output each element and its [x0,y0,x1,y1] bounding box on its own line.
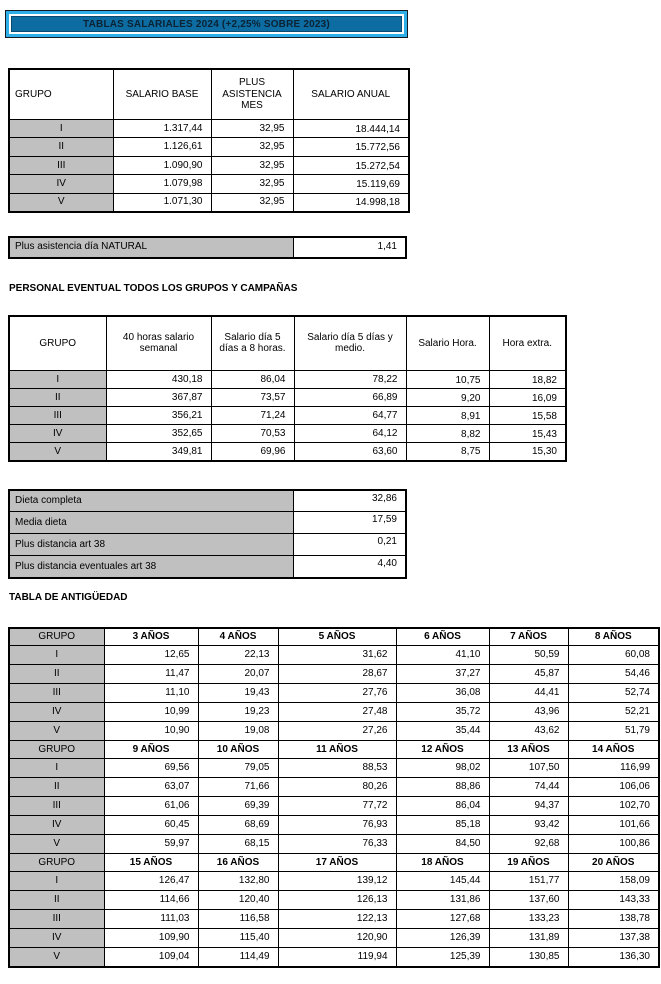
value-cell: 126,47 [104,872,198,891]
table-row [9,490,406,512]
value-cell: 139,12 [278,872,396,891]
row-label-cell: V [9,722,104,741]
value-cell: 66,89 [294,389,406,407]
row-label-cell: IV [9,425,106,443]
row-label-cell: IV [9,929,104,948]
value-cell: 114,49 [198,948,278,967]
value-cell: 68,69 [198,816,278,835]
table-row [9,512,406,534]
value-cell: 54,46 [568,665,659,684]
value-cell: 10,75 [406,371,489,389]
value-cell: 68,15 [198,835,278,854]
value-cell: 100,86 [568,835,659,854]
row-label-cell: Media dieta [9,512,293,534]
table-row [9,156,409,175]
value-cell: 18,82 [489,371,566,389]
value-cell: 19,43 [198,684,278,703]
value-cell: 107,50 [489,759,568,778]
row-label-cell: Plus distancia art 38 [9,534,293,556]
value-cell: 51,79 [568,722,659,741]
table-row [9,797,659,816]
column-header-grupo: GRUPO [9,741,104,759]
value-cell: 367,87 [106,389,211,407]
column-header-12-anos: 12 AÑOS [396,741,489,759]
value-cell: 60,08 [568,646,659,665]
value-cell: 130,85 [489,948,568,967]
table-row [9,138,409,157]
value-cell: 12,65 [104,646,198,665]
value-cell: 79,05 [198,759,278,778]
plus-asistencia-table [8,236,407,259]
row-label-cell: II [9,778,104,797]
value-cell: 131,86 [396,891,489,910]
value-cell: 76,93 [278,816,396,835]
value-cell: 349,81 [106,443,211,461]
value-cell: 27,48 [278,703,396,722]
table-row [9,759,659,778]
value-cell: 1.126,61 [113,138,211,157]
value-cell: 74,44 [489,778,568,797]
value-cell: 122,13 [278,910,396,929]
row-label-cell: Plus asistencia día NATURAL [9,237,293,258]
table-row [9,193,409,212]
table-row [9,665,659,684]
column-header-salario-hora: Salario Hora. [406,316,489,371]
value-cell: 84,50 [396,835,489,854]
row-label-cell: IV [9,175,113,194]
value-cell: 28,67 [278,665,396,684]
value-cell: 137,60 [489,891,568,910]
value-cell: 14.998,18 [293,193,409,212]
value-cell: 109,90 [104,929,198,948]
value-cell: 32,95 [211,119,293,138]
value-cell: 37,27 [396,665,489,684]
column-header-16-anos: 16 AÑOS [198,854,278,872]
title-banner-inner-frame [9,14,404,34]
value-cell: 127,68 [396,910,489,929]
value-cell: 143,33 [568,891,659,910]
column-header-6-anos: 6 AÑOS [396,628,489,646]
row-label-cell: IV [9,703,104,722]
row-label-cell: II [9,665,104,684]
value-cell: 71,24 [211,407,294,425]
row-label-cell: III [9,407,106,425]
value-cell: 17,59 [293,512,406,534]
value-cell: 18.444,14 [293,119,409,138]
value-cell: 20,07 [198,665,278,684]
value-cell: 86,04 [396,797,489,816]
value-cell: 9,20 [406,389,489,407]
section-title-personal-eventual: PERSONAL EVENTUAL TODOS LOS GRUPOS Y CAMPAÑAS [9,282,298,294]
value-cell: 15.272,54 [293,156,409,175]
value-cell: 1.071,30 [113,193,211,212]
column-header-19-anos: 19 AÑOS [489,854,568,872]
value-cell: 8,82 [406,425,489,443]
value-cell: 10,99 [104,703,198,722]
value-cell: 15.119,69 [293,175,409,194]
row-label-cell: II [9,138,113,157]
column-header-salario-dia-5-5: Salario día 5 días y medio. [294,316,406,371]
row-label-cell: III [9,684,104,703]
title-banner [5,10,408,38]
value-cell: 85,18 [396,816,489,835]
value-cell: 32,95 [211,175,293,194]
value-cell: 69,56 [104,759,198,778]
value-cell: 1.090,90 [113,156,211,175]
column-header-10-anos: 10 AÑOS [198,741,278,759]
row-label-cell: I [9,759,104,778]
column-header-18-anos: 18 AÑOS [396,854,489,872]
value-cell: 32,95 [211,156,293,175]
value-cell: 15.772,56 [293,138,409,157]
value-cell: 15,58 [489,407,566,425]
value-cell: 109,04 [104,948,198,967]
value-cell: 111,03 [104,910,198,929]
value-cell: 1.317,44 [113,119,211,138]
value-cell: 50,59 [489,646,568,665]
value-cell: 114,66 [104,891,198,910]
table-row [9,872,659,891]
table-row [9,684,659,703]
value-cell: 136,30 [568,948,659,967]
value-cell: 73,57 [211,389,294,407]
table-row [9,835,659,854]
column-header-20-anos: 20 AÑOS [568,854,659,872]
value-cell: 35,72 [396,703,489,722]
value-cell: 32,95 [211,138,293,157]
value-cell: 31,62 [278,646,396,665]
column-header-5-anos: 5 AÑOS [278,628,396,646]
table-row [9,929,659,948]
row-label-cell: Plus distancia eventuales art 38 [9,556,293,578]
value-cell: 145,44 [396,872,489,891]
value-cell: 27,26 [278,722,396,741]
table-row [9,722,659,741]
table-row [9,778,659,797]
row-label-cell: III [9,910,104,929]
value-cell: 4,40 [293,556,406,578]
value-cell: 8,75 [406,443,489,461]
table-row [9,534,406,556]
table-row [9,948,659,967]
table-row [9,407,566,425]
value-cell: 138,78 [568,910,659,929]
value-cell: 120,40 [198,891,278,910]
column-header-7-anos: 7 AÑOS [489,628,568,646]
value-cell: 52,21 [568,703,659,722]
value-cell: 32,86 [293,490,406,512]
value-cell: 27,76 [278,684,396,703]
column-header-hora-extra: Hora extra. [489,316,566,371]
row-label-cell: V [9,443,106,461]
value-cell: 1,41 [293,237,406,258]
value-cell: 80,26 [278,778,396,797]
value-cell: 44,41 [489,684,568,703]
value-cell: 63,07 [104,778,198,797]
value-cell: 125,39 [396,948,489,967]
table-row [9,425,566,443]
table-row [9,119,409,138]
value-cell: 32,95 [211,193,293,212]
value-cell: 69,39 [198,797,278,816]
seniority-header-row-9-14 [9,741,659,759]
salary-table-header-row [9,69,409,119]
seniority-header-row-3-8 [9,628,659,646]
value-cell: 151,77 [489,872,568,891]
salary-table-2024 [8,68,410,213]
value-cell: 19,08 [198,722,278,741]
table-row [9,646,659,665]
value-cell: 64,77 [294,407,406,425]
column-header-17-anos: 17 AÑOS [278,854,396,872]
table-row [9,556,406,578]
value-cell: 131,89 [489,929,568,948]
column-header-grupo: GRUPO [9,854,104,872]
column-header-grupo: GRUPO [9,69,113,119]
row-label-cell: III [9,797,104,816]
allowances-table [8,489,407,579]
value-cell: 92,68 [489,835,568,854]
value-cell: 126,39 [396,929,489,948]
row-label-cell: II [9,891,104,910]
value-cell: 352,65 [106,425,211,443]
table-row [9,816,659,835]
value-cell: 88,86 [396,778,489,797]
value-cell: 102,70 [568,797,659,816]
value-cell: 106,06 [568,778,659,797]
seniority-header-row-15-20 [9,854,659,872]
column-header-14-anos: 14 AÑOS [568,741,659,759]
row-label-cell: III [9,156,113,175]
value-cell: 43,96 [489,703,568,722]
value-cell: 133,23 [489,910,568,929]
value-cell: 430,18 [106,371,211,389]
value-cell: 35,44 [396,722,489,741]
table-row [9,910,659,929]
value-cell: 45,87 [489,665,568,684]
value-cell: 11,47 [104,665,198,684]
value-cell: 98,02 [396,759,489,778]
column-header-15-anos: 15 AÑOS [104,854,198,872]
value-cell: 22,13 [198,646,278,665]
row-label-cell: I [9,119,113,138]
value-cell: 61,06 [104,797,198,816]
section-title-antiguedad: TABLA DE ANTIGÜEDAD [9,591,128,603]
table-row [9,389,566,407]
column-header-grupo: GRUPO [9,316,106,371]
value-cell: 115,40 [198,929,278,948]
value-cell: 8,91 [406,407,489,425]
value-cell: 137,38 [568,929,659,948]
row-label-cell: I [9,371,106,389]
value-cell: 59,97 [104,835,198,854]
value-cell: 60,45 [104,816,198,835]
value-cell: 116,99 [568,759,659,778]
column-header-40-horas: 40 horas salario semanal [106,316,211,371]
value-cell: 43,62 [489,722,568,741]
value-cell: 77,72 [278,797,396,816]
eventual-salary-table [8,315,567,462]
column-header-salario-base: SALARIO BASE [113,69,211,119]
column-header-3-anos: 3 AÑOS [104,628,198,646]
value-cell: 119,94 [278,948,396,967]
seniority-table [8,627,660,968]
column-header-11-anos: 11 AÑOS [278,741,396,759]
value-cell: 15,43 [489,425,566,443]
row-label-cell: II [9,389,106,407]
column-header-4-anos: 4 AÑOS [198,628,278,646]
value-cell: 1.079,98 [113,175,211,194]
value-cell: 132,80 [198,872,278,891]
value-cell: 94,37 [489,797,568,816]
value-cell: 19,23 [198,703,278,722]
value-cell: 158,09 [568,872,659,891]
value-cell: 70,53 [211,425,294,443]
value-cell: 120,90 [278,929,396,948]
value-cell: 11,10 [104,684,198,703]
row-label-cell: I [9,872,104,891]
table-row [9,443,566,461]
value-cell: 15,30 [489,443,566,461]
value-cell: 10,90 [104,722,198,741]
value-cell: 41,10 [396,646,489,665]
table-row [9,891,659,910]
column-header-salario-anual: SALARIO ANUAL [293,69,409,119]
column-header-grupo: GRUPO [9,628,104,646]
value-cell: 126,13 [278,891,396,910]
page-title: TABLAS SALARIALES 2024 (+2,25% SOBRE 2023) [11,16,402,32]
value-cell: 93,42 [489,816,568,835]
value-cell: 101,66 [568,816,659,835]
row-label-cell: I [9,646,104,665]
row-label-cell: V [9,948,104,967]
value-cell: 63,60 [294,443,406,461]
column-header-13-anos: 13 AÑOS [489,741,568,759]
value-cell: 16,09 [489,389,566,407]
table-row [9,703,659,722]
value-cell: 0,21 [293,534,406,556]
value-cell: 69,96 [211,443,294,461]
table-row [9,175,409,194]
column-header-9-anos: 9 AÑOS [104,741,198,759]
value-cell: 356,21 [106,407,211,425]
value-cell: 76,33 [278,835,396,854]
value-cell: 52,74 [568,684,659,703]
table-row [9,237,406,258]
row-label-cell: V [9,835,104,854]
value-cell: 71,66 [198,778,278,797]
value-cell: 88,53 [278,759,396,778]
value-cell: 86,04 [211,371,294,389]
value-cell: 64,12 [294,425,406,443]
row-label-cell: IV [9,816,104,835]
table-row [9,371,566,389]
value-cell: 36,08 [396,684,489,703]
row-label-cell: V [9,193,113,212]
row-label-cell: Dieta completa [9,490,293,512]
column-header-plus-asistencia-mes: PLUS ASISTENCIA MES [211,69,293,119]
eventual-table-header-row [9,316,566,371]
value-cell: 116,58 [198,910,278,929]
value-cell: 78,22 [294,371,406,389]
column-header-8-anos: 8 AÑOS [568,628,659,646]
column-header-salario-dia-8h: Salario día 5 días a 8 horas. [211,316,294,371]
